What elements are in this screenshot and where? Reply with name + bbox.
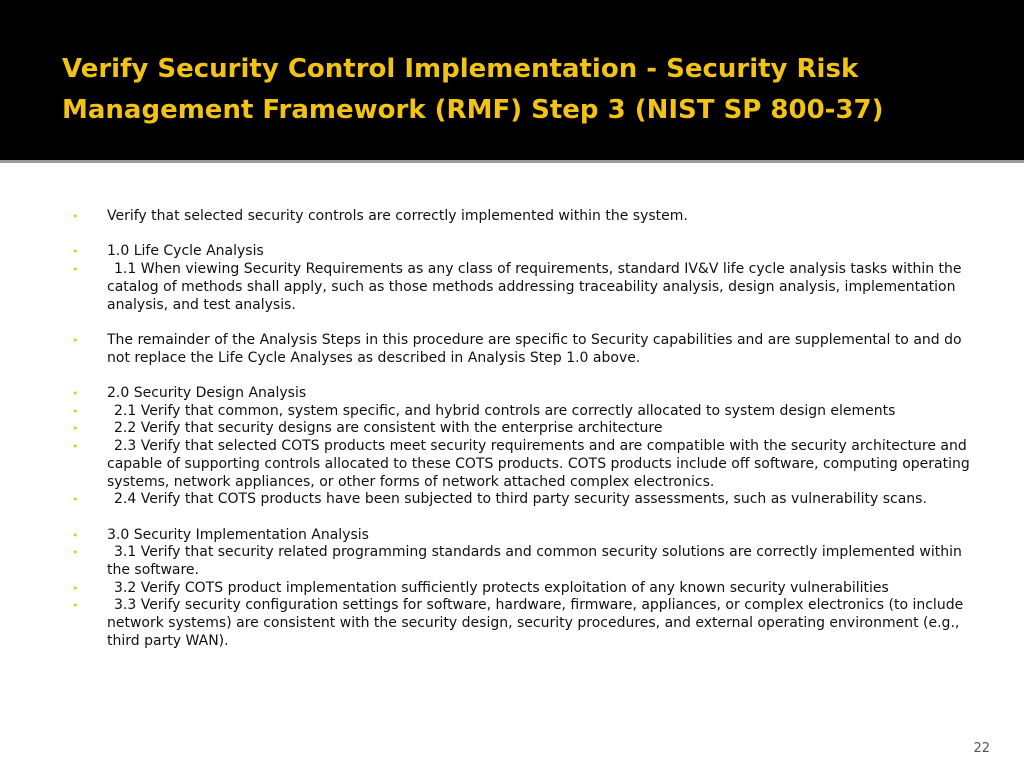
bullet-list — [72, 208, 972, 651]
bullet-text: 3.3 Verify security configuration settings for software, hardware, firmware, appliances, or complex electronics (to include network systems) are consistent with the security design, security procedures, and external operating environment (e.g., third party WAN). — [107, 597, 964, 649]
bullet-item — [72, 438, 972, 491]
bullet-text: 1.0 Life Cycle Analysis — [107, 243, 264, 260]
bullet-text: Verify that selected security controls are correctly implemented within the system. — [107, 208, 688, 224]
bullet-marker-icon: • — [72, 528, 79, 542]
bullet-marker-icon: • — [72, 493, 79, 507]
bullet-text: 2.1 Verify that common, system specific, and hybrid controls are correctly allocated to system design elements — [114, 402, 896, 419]
bullet-item — [72, 332, 972, 367]
bullet-item — [72, 243, 972, 261]
bullet-item — [72, 491, 972, 509]
bullet-item — [72, 403, 972, 421]
bullet-text: 2.4 Verify that COTS products have been subjected to third party security assessments, such as vulnerability scans. — [114, 491, 927, 508]
bullet-marker-icon: • — [72, 599, 79, 613]
slide-content — [0, 163, 1024, 768]
bullet-marker-icon: • — [72, 245, 79, 259]
bullet-marker-icon: • — [72, 263, 79, 277]
bullet-text: 2.2 Verify that security designs are consistent with the enterprise architecture — [114, 420, 663, 437]
slide-title: Verify Security Control Implementation - Security Risk Management Framework (RMF) Step 3 (NIST SP 800-37) — [62, 54, 884, 125]
bullet-text: 1.1 When viewing Security Requirements as any class of requirements, standard IV&V life cycle analysis tasks within the catalog of methods shall apply, such as those methods addressing traceability analysis, design analysis, implementation analysis, and test analysis. — [107, 261, 962, 313]
bullet-text: The remainder of the Analysis Steps in this procedure are specific to Security capabilities and are supplemental to and do not replace the Life Cycle Analyses as described in Analysis Step 1.0 above. — [107, 331, 962, 366]
bullet-text: 2.3 Verify that selected COTS products meet security requirements and are compatible with the security architecture and capable of supporting controls allocated to these COTS products. COTS products include off software, computing operating systems, network appliances, or other forms of network attached complex electronics. — [107, 438, 970, 490]
bullet-item — [72, 420, 972, 438]
bullet-marker-icon: • — [72, 333, 79, 347]
bullet-item — [72, 385, 972, 403]
bullet-marker-icon: • — [72, 546, 79, 560]
bullet-item — [72, 544, 972, 579]
bullet-item — [72, 580, 972, 598]
bullet-text: 2.0 Security Design Analysis — [107, 384, 307, 401]
page-number: 22 — [973, 741, 990, 756]
bullet-marker-icon: • — [72, 210, 79, 223]
bullet-item — [72, 208, 972, 226]
bullet-item — [72, 527, 972, 545]
bullet-text: 3.0 Security Implementation Analysis — [107, 526, 369, 543]
bullet-marker-icon: • — [72, 440, 79, 454]
bullet-item — [72, 261, 972, 314]
title-bar — [0, 0, 1024, 160]
bullet-marker-icon: • — [72, 386, 79, 400]
bullet-text: 3.2 Verify COTS product implementation sufficiently protects exploitation of any known security vulnerabilities — [114, 579, 889, 596]
bullet-marker-icon: • — [72, 404, 79, 418]
bullet-marker-icon: • — [72, 422, 79, 436]
bullet-item — [72, 597, 972, 650]
bullet-text: 3.1 Verify that security related programming standards and common security solutions are correctly implemented within the software. — [107, 544, 962, 578]
bullet-marker-icon: • — [72, 581, 79, 595]
